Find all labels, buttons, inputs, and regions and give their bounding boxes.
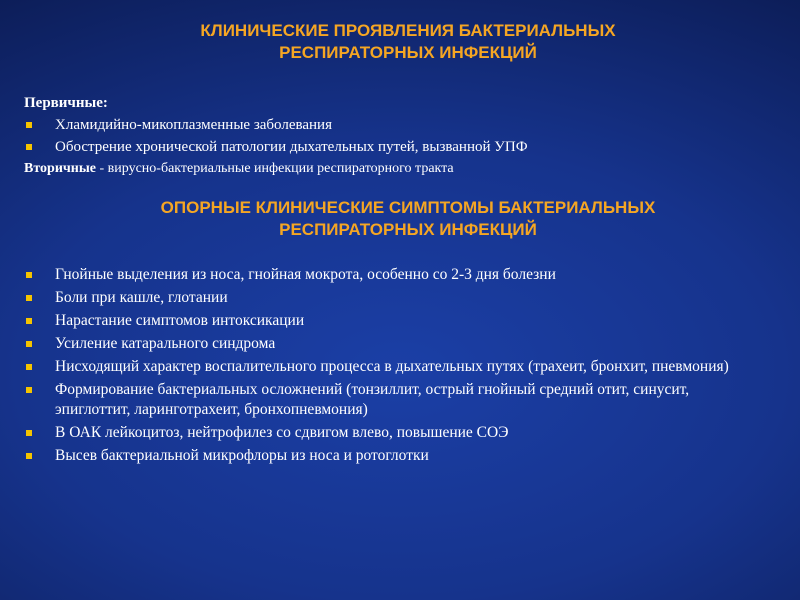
square-bullet-icon	[26, 430, 32, 436]
square-bullet-icon	[26, 144, 32, 150]
list-item-text: Гнойные выделения из носа, гнойная мокрота, особенно со 2-3 дня болезни	[55, 266, 556, 283]
slide-title	[8, 20, 800, 64]
list-item	[24, 136, 764, 158]
list-item	[24, 265, 764, 285]
list-item	[24, 380, 764, 420]
square-bullet-icon	[26, 318, 32, 324]
square-bullet-icon	[26, 364, 32, 370]
square-bullet-icon	[26, 272, 32, 278]
slide-title-line-1: КЛИНИЧЕСКИЕ ПРОЯВЛЕНИЯ БАКТЕРИАЛЬНЫХ	[200, 21, 616, 40]
list-item	[24, 357, 764, 377]
list-item	[24, 334, 764, 354]
primary-section	[24, 92, 764, 180]
list-item-text: Хламидийно-микоплазменные заболевания	[55, 117, 332, 133]
list-item	[24, 446, 764, 466]
list-item	[24, 311, 764, 331]
secondary-text: - вирусно-бактериальные инфекции респираторного тракта	[96, 161, 454, 176]
list-item-text: Формирование бактериальных осложнений (тонзиллит, острый гнойный средний отит, синусит, эпиглоттит, ларинготрахеит, бронхопневмония)	[55, 381, 690, 418]
section-title-line-1: ОПОРНЫЕ КЛИНИЧЕСКИЕ СИМПТОМЫ БАКТЕРИАЛЬНЫХ	[160, 198, 656, 217]
primary-label: Первичные:	[24, 95, 108, 111]
square-bullet-icon	[26, 453, 32, 459]
section-title	[8, 197, 800, 241]
square-bullet-icon	[26, 387, 32, 393]
symptoms-list	[24, 265, 764, 469]
square-bullet-icon	[26, 122, 32, 128]
square-bullet-icon	[26, 295, 32, 301]
list-item-text: В ОАК лейкоцитоз, нейтрофилез со сдвигом влево, повышение СОЭ	[55, 424, 509, 441]
square-bullet-icon	[26, 341, 32, 347]
secondary-label: Вторичные	[24, 161, 96, 176]
secondary-line	[24, 158, 764, 180]
slide-title-line-2: РЕСПИРАТОРНЫХ ИНФЕКЦИЙ	[279, 43, 537, 62]
list-item	[24, 423, 764, 443]
list-item	[24, 288, 764, 308]
list-item-text: Усиление катарального синдрома	[55, 335, 276, 352]
list-item-text: Обострение хронической патологии дыхательных путей, вызванной УПФ	[55, 139, 528, 155]
list-item-text: Нарастание симптомов интоксикации	[55, 312, 305, 329]
list-item-text: Высев бактериальной микрофлоры из носа и ротоглотки	[55, 447, 429, 464]
list-item	[24, 114, 764, 136]
section-title-line-2: РЕСПИРАТОРНЫХ ИНФЕКЦИЙ	[279, 220, 537, 239]
list-item-text: Боли при кашле, глотании	[55, 289, 228, 306]
list-item-text: Нисходящий характер воспалительного процесса в дыхательных путях (трахеит, бронхит, пневмония)	[55, 358, 729, 375]
